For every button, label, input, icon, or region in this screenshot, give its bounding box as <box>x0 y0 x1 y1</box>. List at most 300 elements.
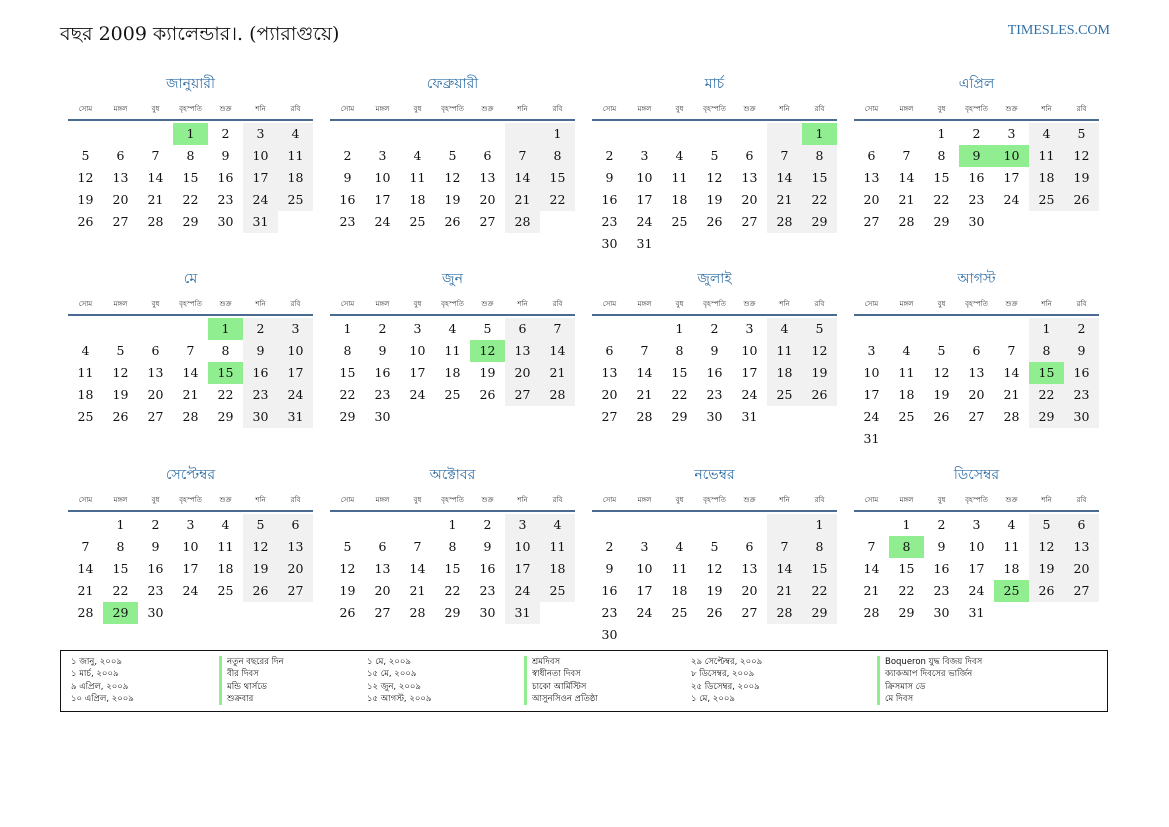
day-cell[interactable]: 9 <box>483 539 492 554</box>
day-cell[interactable]: 11 <box>444 343 461 358</box>
day-cell[interactable]: 8 <box>448 539 457 554</box>
day-cell[interactable]: 12 <box>706 170 723 185</box>
day-cell[interactable]: 1 <box>902 517 911 532</box>
day-cell[interactable]: 14 <box>182 365 199 380</box>
day-cell[interactable]: 16 <box>243 362 278 384</box>
day-cell[interactable]: 27 <box>741 605 758 620</box>
day-cell[interactable]: 11 <box>278 145 313 167</box>
day-cell[interactable]: 18 <box>444 365 461 380</box>
day-cell[interactable]: 19 <box>706 583 723 598</box>
day-cell[interactable]: 6 <box>151 343 160 358</box>
day-cell[interactable]: 16 <box>601 192 618 207</box>
day-cell[interactable]: 2 <box>1064 318 1099 340</box>
day-cell[interactable]: 7 <box>1007 343 1016 358</box>
day-cell[interactable]: 25 <box>444 387 461 402</box>
day-cell[interactable]: 12 <box>802 340 837 362</box>
day-cell[interactable]: 29 <box>933 214 950 229</box>
day-cell[interactable]: 6 <box>1064 514 1099 536</box>
day-cell[interactable]: 28 <box>147 214 164 229</box>
day-cell[interactable]: 14 <box>505 167 540 189</box>
day-cell[interactable]: 3 <box>505 514 540 536</box>
day-cell[interactable]: 20 <box>147 387 164 402</box>
day-cell[interactable]: 26 <box>479 387 496 402</box>
day-cell[interactable]: 22 <box>339 387 356 402</box>
day-cell[interactable]: 13 <box>505 340 540 362</box>
day-cell[interactable]: 5 <box>448 148 457 163</box>
day-cell[interactable]: 19 <box>479 365 496 380</box>
day-cell[interactable]: 8 <box>937 148 946 163</box>
day-cell[interactable]: 15 <box>933 170 950 185</box>
day-cell[interactable]: 13 <box>374 561 391 576</box>
holiday-day-cell[interactable]: 25 <box>994 580 1029 602</box>
day-cell[interactable]: 4 <box>675 539 684 554</box>
day-cell[interactable]: 6 <box>605 343 614 358</box>
day-cell[interactable]: 2 <box>243 318 278 340</box>
day-cell[interactable]: 15 <box>112 561 129 576</box>
day-cell[interactable]: 15 <box>339 365 356 380</box>
day-cell[interactable]: 11 <box>77 365 94 380</box>
day-cell[interactable]: 10 <box>636 170 653 185</box>
day-cell[interactable]: 31 <box>505 602 540 624</box>
day-cell[interactable]: 14 <box>77 561 94 576</box>
day-cell[interactable]: 21 <box>409 583 426 598</box>
day-cell[interactable]: 13 <box>863 170 880 185</box>
day-cell[interactable]: 22 <box>217 387 234 402</box>
day-cell[interactable]: 30 <box>933 605 950 620</box>
day-cell[interactable]: 13 <box>147 365 164 380</box>
day-cell[interactable]: 22 <box>933 192 950 207</box>
day-cell[interactable]: 23 <box>479 583 496 598</box>
day-cell[interactable]: 17 <box>374 192 391 207</box>
day-cell[interactable]: 6 <box>505 318 540 340</box>
day-cell[interactable]: 12 <box>339 561 356 576</box>
day-cell[interactable]: 21 <box>77 583 94 598</box>
day-cell[interactable]: 3 <box>1007 126 1016 141</box>
day-cell[interactable]: 3 <box>186 517 195 532</box>
day-cell[interactable]: 1 <box>116 517 125 532</box>
day-cell[interactable]: 29 <box>1029 406 1064 428</box>
day-cell[interactable]: 1 <box>802 514 837 536</box>
day-cell[interactable]: 14 <box>147 170 164 185</box>
day-cell[interactable]: 26 <box>339 605 356 620</box>
day-cell[interactable]: 28 <box>898 214 915 229</box>
day-cell[interactable]: 31 <box>278 406 313 428</box>
day-cell[interactable]: 22 <box>898 583 915 598</box>
day-cell[interactable]: 25 <box>1029 189 1064 211</box>
day-cell[interactable]: 5 <box>710 539 719 554</box>
holiday-day-cell[interactable]: 15 <box>1029 362 1064 384</box>
day-cell[interactable]: 3 <box>243 123 278 145</box>
day-cell[interactable]: 26 <box>933 409 950 424</box>
day-cell[interactable]: 20 <box>374 583 391 598</box>
day-cell[interactable]: 22 <box>182 192 199 207</box>
day-cell[interactable]: 11 <box>409 170 426 185</box>
holiday-day-cell[interactable]: 1 <box>208 318 243 340</box>
day-cell[interactable]: 28 <box>409 605 426 620</box>
day-cell[interactable]: 24 <box>505 580 540 602</box>
day-cell[interactable]: 26 <box>706 214 723 229</box>
day-cell[interactable]: 18 <box>671 583 688 598</box>
day-cell[interactable]: 23 <box>339 214 356 229</box>
day-cell[interactable]: 19 <box>77 192 94 207</box>
day-cell[interactable]: 5 <box>116 343 125 358</box>
day-cell[interactable]: 22 <box>671 387 688 402</box>
day-cell[interactable]: 8 <box>802 536 837 558</box>
day-cell[interactable]: 9 <box>343 170 352 185</box>
day-cell[interactable]: 14 <box>540 340 575 362</box>
day-cell[interactable]: 14 <box>409 561 426 576</box>
day-cell[interactable]: 23 <box>374 387 391 402</box>
day-cell[interactable]: 23 <box>601 605 618 620</box>
day-cell[interactable]: 10 <box>278 340 313 362</box>
day-cell[interactable]: 30 <box>147 605 164 620</box>
day-cell[interactable]: 10 <box>374 170 391 185</box>
day-cell[interactable]: 19 <box>444 192 461 207</box>
day-cell[interactable]: 13 <box>479 170 496 185</box>
day-cell[interactable]: 20 <box>278 558 313 580</box>
day-cell[interactable]: 15 <box>182 170 199 185</box>
holiday-day-cell[interactable]: 29 <box>103 602 138 624</box>
day-cell[interactable]: 31 <box>968 605 985 620</box>
day-cell[interactable]: 25 <box>671 214 688 229</box>
day-cell[interactable]: 14 <box>767 558 802 580</box>
day-cell[interactable]: 26 <box>77 214 94 229</box>
day-cell[interactable]: 19 <box>112 387 129 402</box>
day-cell[interactable]: 25 <box>217 583 234 598</box>
day-cell[interactable]: 15 <box>802 558 837 580</box>
day-cell[interactable]: 3 <box>413 321 422 336</box>
day-cell[interactable]: 11 <box>767 340 802 362</box>
day-cell[interactable]: 28 <box>182 409 199 424</box>
day-cell[interactable]: 20 <box>741 192 758 207</box>
day-cell[interactable]: 1 <box>540 123 575 145</box>
day-cell[interactable]: 25 <box>671 605 688 620</box>
day-cell[interactable]: 26 <box>444 214 461 229</box>
day-cell[interactable]: 20 <box>1064 558 1099 580</box>
day-cell[interactable]: 21 <box>505 189 540 211</box>
day-cell[interactable]: 22 <box>112 583 129 598</box>
day-cell[interactable]: 27 <box>147 409 164 424</box>
day-cell[interactable]: 9 <box>221 148 230 163</box>
day-cell[interactable]: 18 <box>409 192 426 207</box>
day-cell[interactable]: 25 <box>540 580 575 602</box>
day-cell[interactable]: 9 <box>605 170 614 185</box>
day-cell[interactable]: 21 <box>767 189 802 211</box>
day-cell[interactable]: 6 <box>378 539 387 554</box>
day-cell[interactable]: 9 <box>151 539 160 554</box>
day-cell[interactable]: 10 <box>636 561 653 576</box>
day-cell[interactable]: 21 <box>182 387 199 402</box>
day-cell[interactable]: 2 <box>378 321 387 336</box>
day-cell[interactable]: 27 <box>278 580 313 602</box>
day-cell[interactable]: 13 <box>112 170 129 185</box>
day-cell[interactable]: 11 <box>1029 145 1064 167</box>
day-cell[interactable]: 1 <box>675 321 684 336</box>
day-cell[interactable]: 17 <box>968 561 985 576</box>
day-cell[interactable]: 31 <box>863 431 880 446</box>
day-cell[interactable]: 5 <box>81 148 90 163</box>
day-cell[interactable]: 25 <box>898 409 915 424</box>
day-cell[interactable]: 12 <box>243 536 278 558</box>
day-cell[interactable]: 3 <box>378 148 387 163</box>
day-cell[interactable]: 24 <box>741 387 758 402</box>
day-cell[interactable]: 4 <box>767 318 802 340</box>
day-cell[interactable]: 28 <box>767 211 802 233</box>
day-cell[interactable]: 28 <box>540 384 575 406</box>
day-cell[interactable]: 13 <box>741 170 758 185</box>
day-cell[interactable]: 24 <box>278 384 313 406</box>
day-cell[interactable]: 20 <box>601 387 618 402</box>
day-cell[interactable]: 26 <box>112 409 129 424</box>
day-cell[interactable]: 6 <box>116 148 125 163</box>
day-cell[interactable]: 17 <box>505 558 540 580</box>
day-cell[interactable]: 13 <box>741 561 758 576</box>
day-cell[interactable]: 30 <box>243 406 278 428</box>
day-cell[interactable]: 15 <box>898 561 915 576</box>
day-cell[interactable]: 18 <box>898 387 915 402</box>
day-cell[interactable]: 30 <box>968 214 985 229</box>
day-cell[interactable]: 24 <box>374 214 391 229</box>
day-cell[interactable]: 18 <box>278 167 313 189</box>
day-cell[interactable]: 10 <box>968 539 985 554</box>
day-cell[interactable]: 19 <box>1064 167 1099 189</box>
day-cell[interactable]: 1 <box>448 517 457 532</box>
day-cell[interactable]: 4 <box>675 148 684 163</box>
holiday-day-cell[interactable]: 9 <box>959 145 994 167</box>
day-cell[interactable]: 8 <box>186 148 195 163</box>
day-cell[interactable]: 20 <box>112 192 129 207</box>
day-cell[interactable]: 9 <box>378 343 387 358</box>
day-cell[interactable]: 30 <box>706 409 723 424</box>
holiday-day-cell[interactable]: 8 <box>889 536 924 558</box>
day-cell[interactable]: 2 <box>710 321 719 336</box>
day-cell[interactable]: 21 <box>540 362 575 384</box>
day-cell[interactable]: 20 <box>968 387 985 402</box>
day-cell[interactable]: 13 <box>968 365 985 380</box>
day-cell[interactable]: 26 <box>802 384 837 406</box>
day-cell[interactable]: 8 <box>116 539 125 554</box>
day-cell[interactable]: 19 <box>802 362 837 384</box>
day-cell[interactable]: 12 <box>112 365 129 380</box>
day-cell[interactable]: 14 <box>863 561 880 576</box>
day-cell[interactable]: 25 <box>767 384 802 406</box>
day-cell[interactable]: 7 <box>767 145 802 167</box>
day-cell[interactable]: 14 <box>1003 365 1020 380</box>
day-cell[interactable]: 30 <box>601 627 618 642</box>
day-cell[interactable]: 23 <box>933 583 950 598</box>
day-cell[interactable]: 26 <box>1064 189 1099 211</box>
day-cell[interactable]: 16 <box>217 170 234 185</box>
day-cell[interactable]: 15 <box>671 365 688 380</box>
day-cell[interactable]: 4 <box>1029 123 1064 145</box>
day-cell[interactable]: 27 <box>479 214 496 229</box>
day-cell[interactable]: 18 <box>671 192 688 207</box>
day-cell[interactable]: 24 <box>243 189 278 211</box>
day-cell[interactable]: 15 <box>540 167 575 189</box>
day-cell[interactable]: 28 <box>505 211 540 233</box>
day-cell[interactable]: 5 <box>243 514 278 536</box>
day-cell[interactable]: 17 <box>1003 170 1020 185</box>
day-cell[interactable]: 29 <box>444 605 461 620</box>
day-cell[interactable]: 5 <box>802 318 837 340</box>
day-cell[interactable]: 26 <box>1029 580 1064 602</box>
day-cell[interactable]: 13 <box>278 536 313 558</box>
day-cell[interactable]: 27 <box>112 214 129 229</box>
day-cell[interactable]: 18 <box>1029 167 1064 189</box>
day-cell[interactable]: 19 <box>339 583 356 598</box>
day-cell[interactable]: 18 <box>1003 561 1020 576</box>
day-cell[interactable]: 19 <box>1029 558 1064 580</box>
day-cell[interactable]: 28 <box>1003 409 1020 424</box>
day-cell[interactable]: 21 <box>1003 387 1020 402</box>
day-cell[interactable]: 3 <box>745 321 754 336</box>
day-cell[interactable]: 19 <box>243 558 278 580</box>
day-cell[interactable]: 24 <box>863 409 880 424</box>
day-cell[interactable]: 12 <box>1064 145 1099 167</box>
day-cell[interactable]: 6 <box>483 148 492 163</box>
day-cell[interactable]: 27 <box>741 214 758 229</box>
day-cell[interactable]: 21 <box>767 580 802 602</box>
day-cell[interactable]: 29 <box>671 409 688 424</box>
day-cell[interactable]: 8 <box>221 343 230 358</box>
day-cell[interactable]: 7 <box>540 318 575 340</box>
day-cell[interactable]: 4 <box>413 148 422 163</box>
day-cell[interactable]: 2 <box>972 126 981 141</box>
day-cell[interactable]: 22 <box>802 189 837 211</box>
day-cell[interactable]: 27 <box>863 214 880 229</box>
day-cell[interactable]: 30 <box>217 214 234 229</box>
day-cell[interactable]: 24 <box>968 583 985 598</box>
day-cell[interactable]: 28 <box>636 409 653 424</box>
day-cell[interactable]: 11 <box>671 170 688 185</box>
day-cell[interactable]: 6 <box>278 514 313 536</box>
day-cell[interactable]: 23 <box>1064 384 1099 406</box>
day-cell[interactable]: 11 <box>898 365 915 380</box>
day-cell[interactable]: 4 <box>1007 517 1016 532</box>
day-cell[interactable]: 17 <box>741 365 758 380</box>
day-cell[interactable]: 22 <box>1029 384 1064 406</box>
day-cell[interactable]: 29 <box>339 409 356 424</box>
day-cell[interactable]: 20 <box>741 583 758 598</box>
day-cell[interactable]: 6 <box>867 148 876 163</box>
day-cell[interactable]: 28 <box>767 602 802 624</box>
day-cell[interactable]: 11 <box>671 561 688 576</box>
day-cell[interactable]: 11 <box>540 536 575 558</box>
day-cell[interactable]: 2 <box>221 126 230 141</box>
day-cell[interactable]: 16 <box>1064 362 1099 384</box>
day-cell[interactable]: 12 <box>444 170 461 185</box>
day-cell[interactable]: 5 <box>937 343 946 358</box>
day-cell[interactable]: 20 <box>505 362 540 384</box>
holiday-day-cell[interactable]: 1 <box>802 123 837 145</box>
day-cell[interactable]: 23 <box>706 387 723 402</box>
day-cell[interactable]: 14 <box>898 170 915 185</box>
day-cell[interactable]: 24 <box>1003 192 1020 207</box>
day-cell[interactable]: 24 <box>182 583 199 598</box>
day-cell[interactable]: 29 <box>898 605 915 620</box>
day-cell[interactable]: 8 <box>675 343 684 358</box>
day-cell[interactable]: 5 <box>343 539 352 554</box>
day-cell[interactable]: 2 <box>937 517 946 532</box>
day-cell[interactable]: 18 <box>217 561 234 576</box>
day-cell[interactable]: 4 <box>278 123 313 145</box>
day-cell[interactable]: 20 <box>479 192 496 207</box>
day-cell[interactable]: 4 <box>448 321 457 336</box>
holiday-day-cell[interactable]: 10 <box>994 145 1029 167</box>
day-cell[interactable]: 26 <box>243 580 278 602</box>
day-cell[interactable]: 17 <box>182 561 199 576</box>
day-cell[interactable]: 27 <box>968 409 985 424</box>
day-cell[interactable]: 24 <box>636 214 653 229</box>
day-cell[interactable]: 17 <box>409 365 426 380</box>
day-cell[interactable]: 4 <box>221 517 230 532</box>
day-cell[interactable]: 10 <box>182 539 199 554</box>
day-cell[interactable]: 14 <box>636 365 653 380</box>
day-cell[interactable]: 15 <box>444 561 461 576</box>
day-cell[interactable]: 23 <box>601 214 618 229</box>
day-cell[interactable]: 1 <box>937 126 946 141</box>
day-cell[interactable]: 30 <box>479 605 496 620</box>
day-cell[interactable]: 17 <box>243 167 278 189</box>
day-cell[interactable]: 2 <box>605 148 614 163</box>
day-cell[interactable]: 22 <box>802 580 837 602</box>
day-cell[interactable]: 19 <box>933 387 950 402</box>
day-cell[interactable]: 14 <box>767 167 802 189</box>
day-cell[interactable]: 22 <box>540 189 575 211</box>
day-cell[interactable]: 13 <box>601 365 618 380</box>
holiday-day-cell[interactable]: 15 <box>208 362 243 384</box>
day-cell[interactable]: 9 <box>605 561 614 576</box>
day-cell[interactable]: 11 <box>1003 539 1020 554</box>
day-cell[interactable]: 7 <box>505 145 540 167</box>
day-cell[interactable]: 24 <box>409 387 426 402</box>
day-cell[interactable]: 7 <box>186 343 195 358</box>
day-cell[interactable]: 17 <box>278 362 313 384</box>
day-cell[interactable]: 29 <box>802 211 837 233</box>
day-cell[interactable]: 1 <box>1029 318 1064 340</box>
day-cell[interactable]: 28 <box>863 605 880 620</box>
day-cell[interactable]: 9 <box>1064 340 1099 362</box>
day-cell[interactable]: 27 <box>1064 580 1099 602</box>
day-cell[interactable]: 21 <box>147 192 164 207</box>
day-cell[interactable]: 18 <box>540 558 575 580</box>
holiday-day-cell[interactable]: 12 <box>470 340 505 362</box>
day-cell[interactable]: 12 <box>933 365 950 380</box>
day-cell[interactable]: 16 <box>601 583 618 598</box>
day-cell[interactable]: 8 <box>343 343 352 358</box>
day-cell[interactable]: 2 <box>151 517 160 532</box>
day-cell[interactable]: 23 <box>217 192 234 207</box>
day-cell[interactable]: 23 <box>147 583 164 598</box>
day-cell[interactable]: 10 <box>741 343 758 358</box>
day-cell[interactable]: 3 <box>867 343 876 358</box>
day-cell[interactable]: 5 <box>710 148 719 163</box>
day-cell[interactable]: 3 <box>640 148 649 163</box>
day-cell[interactable]: 27 <box>601 409 618 424</box>
day-cell[interactable]: 11 <box>217 539 234 554</box>
day-cell[interactable]: 31 <box>243 211 278 233</box>
day-cell[interactable]: 30 <box>1064 406 1099 428</box>
day-cell[interactable]: 16 <box>968 170 985 185</box>
day-cell[interactable]: 3 <box>972 517 981 532</box>
day-cell[interactable]: 9 <box>937 539 946 554</box>
day-cell[interactable]: 16 <box>147 561 164 576</box>
day-cell[interactable]: 16 <box>706 365 723 380</box>
day-cell[interactable]: 3 <box>640 539 649 554</box>
day-cell[interactable]: 4 <box>540 514 575 536</box>
day-cell[interactable]: 31 <box>741 409 758 424</box>
day-cell[interactable]: 24 <box>636 605 653 620</box>
